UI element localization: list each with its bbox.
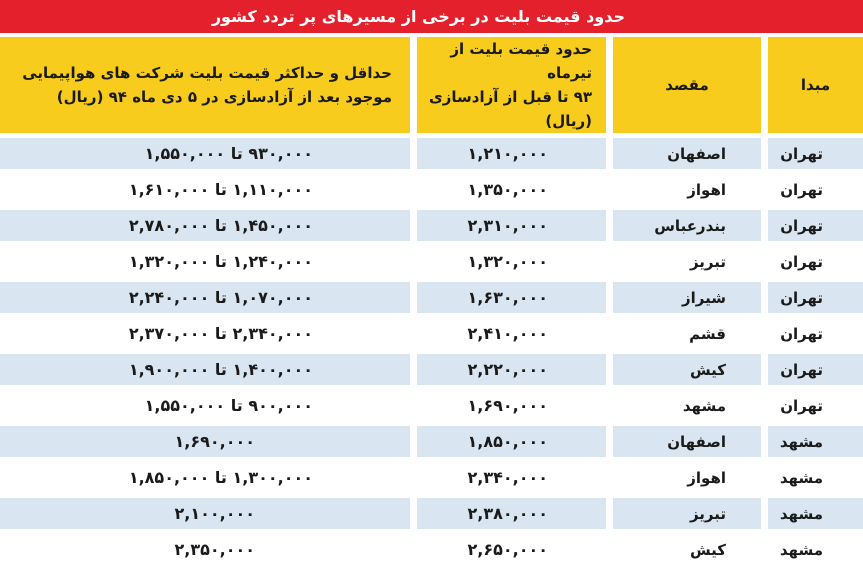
origin-cell: تهران <box>761 282 863 313</box>
price-after-cell: ۲,۳۵۰,۰۰۰ <box>0 534 410 565</box>
header-destination: مقصد <box>606 37 761 133</box>
price-before-cell: ۱,۲۱۰,۰۰۰ <box>410 138 606 169</box>
origin-cell: مشهد <box>761 426 863 457</box>
table-row <box>0 354 863 385</box>
table-row <box>0 426 863 457</box>
price-after-cell: ۱,۰۷۰,۰۰۰ تا ۲,۲۴۰,۰۰۰ <box>0 282 410 313</box>
table-row <box>0 138 863 169</box>
price-after-cell: ۱,۴۵۰,۰۰۰ تا ۲,۷۸۰,۰۰۰ <box>0 210 410 241</box>
price-after-cell: ۱,۱۱۰,۰۰۰ تا ۱,۶۱۰,۰۰۰ <box>0 174 410 205</box>
destination-cell: تبریز <box>606 498 761 529</box>
header-price-after-line1: حداقل و حداکثر قیمت بلیت شرکت های هواپیمایی <box>22 64 392 82</box>
price-after-cell: ۱,۶۹۰,۰۰۰ <box>0 426 410 457</box>
header-price-after-line2: موجود بعد از آزادسازی در ۵ دی ماه ۹۴ (ریال) <box>56 88 392 106</box>
header-price-before-line1: حدود قیمت بلیت از تیرماه <box>450 40 592 82</box>
header-row <box>0 37 863 133</box>
origin-cell: تهران <box>761 390 863 421</box>
origin-cell: تهران <box>761 318 863 349</box>
price-before-cell: ۲,۴۱۰,۰۰۰ <box>410 318 606 349</box>
origin-cell: مشهد <box>761 462 863 493</box>
table-row <box>0 534 863 565</box>
table-row <box>0 174 863 205</box>
destination-cell: اهواز <box>606 462 761 493</box>
table-body <box>0 138 863 565</box>
destination-cell: اهواز <box>606 174 761 205</box>
price-before-cell: ۱,۶۹۰,۰۰۰ <box>410 390 606 421</box>
destination-cell: بندرعباس <box>606 210 761 241</box>
header-price-before <box>410 37 606 133</box>
origin-cell: تهران <box>761 210 863 241</box>
table-title-text: حدود قیمت بلیت در برخی از مسیرهای پر تردد کشور <box>211 7 625 26</box>
destination-cell: شیراز <box>606 282 761 313</box>
price-before-cell: ۲,۳۱۰,۰۰۰ <box>410 210 606 241</box>
destination-cell: کیش <box>606 534 761 565</box>
destination-cell: کیش <box>606 354 761 385</box>
table-row <box>0 498 863 529</box>
price-before-cell: ۲,۶۵۰,۰۰۰ <box>410 534 606 565</box>
table-row <box>0 462 863 493</box>
origin-cell: تهران <box>761 174 863 205</box>
origin-cell: تهران <box>761 246 863 277</box>
destination-cell: اصفهان <box>606 426 761 457</box>
table-title <box>0 0 863 33</box>
price-before-cell: ۱,۶۳۰,۰۰۰ <box>410 282 606 313</box>
table-row <box>0 318 863 349</box>
price-after-cell: ۹۳۰,۰۰۰ تا ۱,۵۵۰,۰۰۰ <box>0 138 410 169</box>
price-after-cell: ۱,۲۴۰,۰۰۰ تا ۱,۳۲۰,۰۰۰ <box>0 246 410 277</box>
price-before-cell: ۱,۳۵۰,۰۰۰ <box>410 174 606 205</box>
destination-cell: اصفهان <box>606 138 761 169</box>
price-before-cell: ۱,۳۲۰,۰۰۰ <box>410 246 606 277</box>
destination-cell: تبریز <box>606 246 761 277</box>
origin-cell: تهران <box>761 354 863 385</box>
origin-cell: تهران <box>761 138 863 169</box>
origin-cell: مشهد <box>761 498 863 529</box>
header-price-before-line2: ۹۳ تا قبل از آزادسازی (ریال) <box>429 88 592 130</box>
origin-cell: مشهد <box>761 534 863 565</box>
destination-cell: مشهد <box>606 390 761 421</box>
price-after-cell: ۱,۴۰۰,۰۰۰ تا ۱,۹۰۰,۰۰۰ <box>0 354 410 385</box>
price-after-cell: ۹۰۰,۰۰۰ تا ۱,۵۵۰,۰۰۰ <box>0 390 410 421</box>
destination-cell: قشم <box>606 318 761 349</box>
price-before-cell: ۱,۸۵۰,۰۰۰ <box>410 426 606 457</box>
price-after-cell: ۱,۳۰۰,۰۰۰ تا ۱,۸۵۰,۰۰۰ <box>0 462 410 493</box>
price-before-cell: ۲,۲۲۰,۰۰۰ <box>410 354 606 385</box>
price-before-cell: ۲,۳۸۰,۰۰۰ <box>410 498 606 529</box>
table-row <box>0 246 863 277</box>
price-after-cell: ۲,۱۰۰,۰۰۰ <box>0 498 410 529</box>
price-after-cell: ۲,۳۴۰,۰۰۰ تا ۲,۳۷۰,۰۰۰ <box>0 318 410 349</box>
header-price-after <box>0 37 410 133</box>
price-before-cell: ۲,۳۴۰,۰۰۰ <box>410 462 606 493</box>
ticket-price-table <box>0 32 863 570</box>
table-row <box>0 282 863 313</box>
table-row <box>0 210 863 241</box>
table-row <box>0 390 863 421</box>
header-origin: مبدا <box>761 37 863 133</box>
